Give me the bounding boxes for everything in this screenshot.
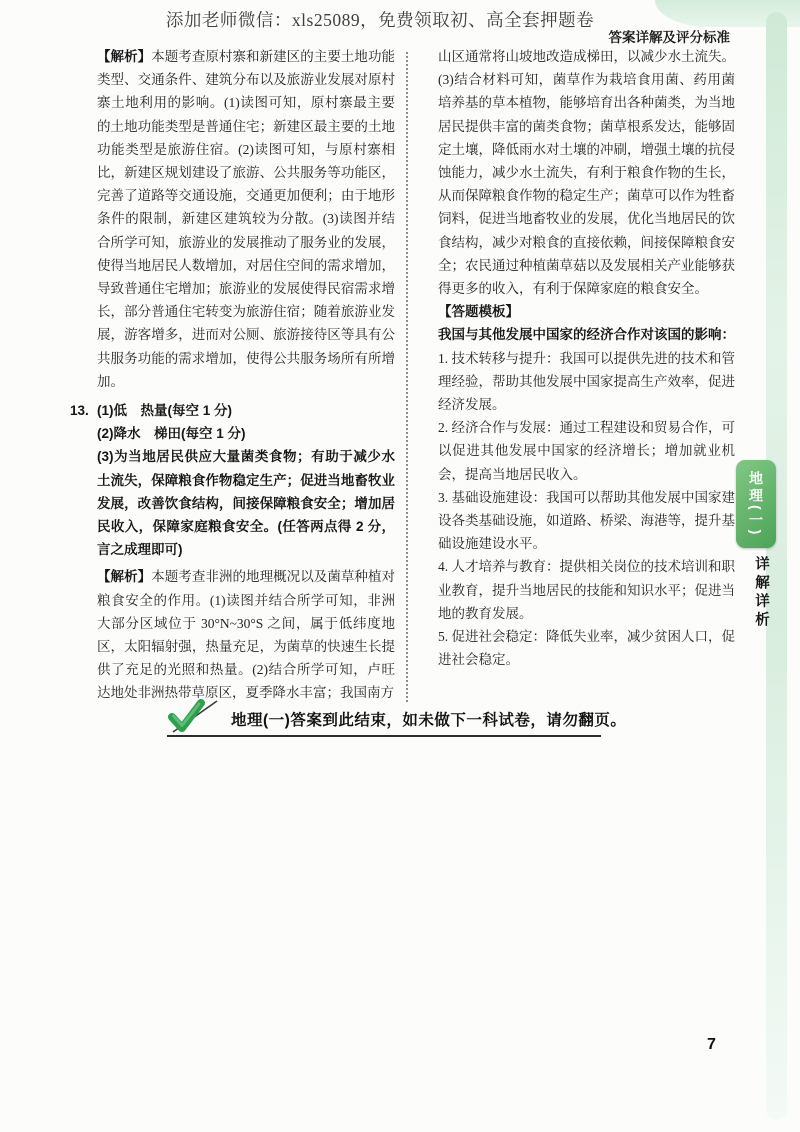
page-number: 7: [707, 1036, 716, 1053]
end-of-section-banner: [167, 698, 627, 737]
analysis-label: 【解析】: [97, 569, 152, 585]
answer-line: (1)低 热量(每空 1 分): [97, 403, 232, 419]
answer-line: (3)为当地居民供应大量菌类食物；有助于减少水土流失，保障粮食作物稳定生产；促进当地畜牧业发展，改善饮食结构，间接保障粮食安全；增加居民收入，保障家庭粮食安全。(任答两点得 2 分，言之成理即可): [97, 449, 395, 558]
answer-template-intro: 我国与其他发展中国家的经济合作对该国的影响：: [438, 327, 735, 343]
subject-tab: [736, 460, 776, 548]
checkmark-icon: [167, 698, 219, 734]
left-column: [70, 45, 396, 705]
template-item: 1. 技术转移与提升：我国可以提供先进的技术和管理经验，帮助其他发展中国家提高生产效率，促进经济发展。: [438, 350, 735, 413]
template-item: 2. 经济合作与发展：通过工程建设和贸易合作，可以促进其他发展中国家的经济增长；增加就业机会，提高当地居民收入。: [438, 420, 735, 482]
answer-template-label: 【答题模板】: [438, 304, 519, 320]
analysis-continuation: 山区通常将山坡地改造成梯田，以减少水土流失。(3)结合材料可知，菌草作为栽培食用菌、药用菌培养基的草本植物，能够培育出各种菌类，为当地居民提供丰富的菌类食物；菌草根系发达，能够固定土壤，降低雨水对土壤的冲刷，增强土壤的抗侵蚀能力，减少水土流失，有利于粮食作物的生长，从而保障粮食作物的稳定生产；菌草可以作为牲畜饲料，促进当地畜牧业的发展，优化当地居民的饮食结构，减少对粮食的直接依赖，间接保障粮食安全；农民通过种植菌草菇以及发展相关产业能够获得更多的收入，有利于保障家庭的粮食安全。: [438, 49, 735, 297]
end-notice-text: 地理(一)答案到此结束，如未做下一科试卷，请勿翻页。: [231, 712, 627, 729]
wechat-notice: 添加老师微信：xls25089，免费领取初、高全套押题卷: [165, 10, 595, 30]
analysis-paragraph-q13: [97, 565, 395, 704]
analysis-text: 本题考查非洲的地理概况以及菌草种植对粮食安全的作用。(1)读图并结合所学可知，非洲大部分区域位于 30°N~30°S 之间，属于低纬度地区，太阳辐射强，热量充足，为菌草的快速生长提供了充足的光照和热量。(2)结合所学可知，卢旺达地处非洲热带草原区，夏季降水丰富；我国南方: [97, 569, 396, 701]
analysis-text: 本题考查原村寨和新建区的主要土地功能类型、交通条件、建筑分布以及旅游业发展对原村寨土地利用的影响。(1)读图可知，原村寨最主要的土地功能类型是普通住宅；新建区最主要的土地功能类型是旅游住宿。(2)读图可知，与原村寨相比，新建区规划建设了旅游、公共服务等功能区，完善了道路等交通设施，交通更加便利；由于地形条件的限制，新建区建筑较为分散。(3)读图并结合所学可知，旅游业的发展推动了服务业的发展，使得当地居民人数增加，对居住空间的需求增加，导致普通住宅增加；旅游业的发展使得民宿需求增长，部分普通住宅转变为旅游住宿；随着旅游业发展，游客增多，进而对公厕、旅游接待区等具有公共服务功能的需求增加，使得公共服务场所有所增加。: [97, 49, 396, 389]
template-item: 3. 基础设施建设：我国可以帮助其他发展中国家建设各类基础设施，如道路、桥梁、海港等，提升基础设施建设水平。: [438, 489, 735, 552]
template-item: 4. 人才培养与教育：提供相关岗位的技术培训和职业教育，提升当地居民的技能和知识水平；促进当地的教育发展。: [438, 559, 735, 621]
tab-sublabel: 详解详析: [753, 556, 769, 630]
question-13-answer-block: [70, 399, 395, 561]
template-item: 5. 促进社会稳定：降低失业率，减少贫困人口，促进社会稳定。: [438, 629, 735, 668]
analysis-paragraph-q12: [97, 45, 395, 393]
column-divider: [406, 52, 408, 702]
section-title: 答案详解及评分标准: [608, 30, 730, 45]
subject-tab-label: 地理(一): [748, 470, 764, 538]
analysis-label: 【解析】: [97, 49, 152, 64]
question-number: 13.: [70, 403, 89, 419]
answer-line: (2)降水 梯田(每空 1 分): [97, 426, 246, 442]
right-column: [438, 45, 735, 671]
